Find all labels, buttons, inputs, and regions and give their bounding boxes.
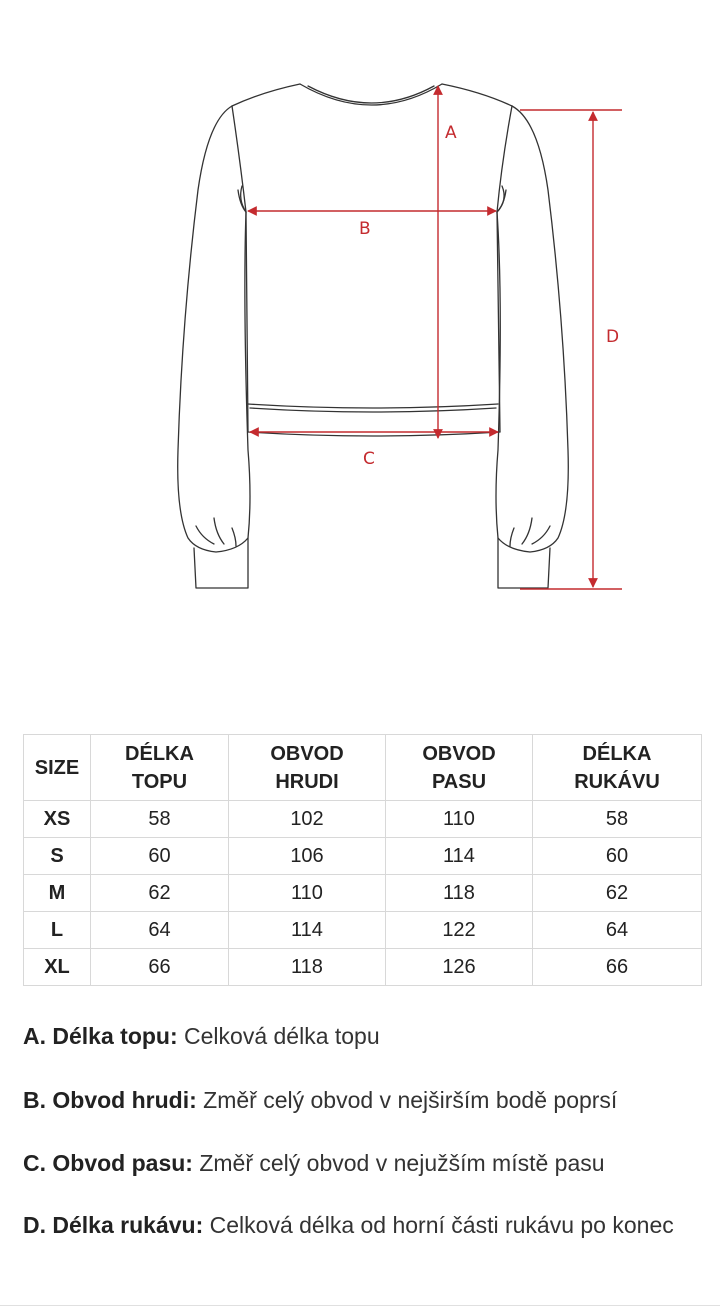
header-obvod-pasu: OBVOD PASU [386,735,533,801]
label-a: A [445,123,457,143]
header-size: SIZE [24,735,91,801]
divider [0,1305,720,1306]
size-cell: M [24,875,91,912]
table-cell: 64 [91,912,229,949]
table-cell: 122 [386,912,533,949]
table-cell: 126 [386,949,533,986]
legend-item-a [23,1016,703,1056]
table-cell: 114 [229,912,386,949]
table-row [24,801,702,838]
table-row [24,838,702,875]
table-cell: 118 [386,875,533,912]
table-cell: 62 [91,875,229,912]
legend-item-b [23,1080,703,1120]
legend-term: B. Obvod hrudi: [23,1087,197,1113]
garment-outline [178,84,569,588]
legend-term: C. Obvod pasu: [23,1150,193,1176]
label-d: D [606,327,620,347]
label-c: C [363,449,375,469]
legend-term: D. Délka rukávu: [23,1212,204,1238]
table-header-row [24,735,702,801]
legend-item-c [23,1143,703,1183]
size-cell: L [24,912,91,949]
table-cell: 66 [533,949,702,986]
size-cell: XL [24,949,91,986]
table-cell: 110 [386,801,533,838]
header-delka-topu: DÉLKA TOPU [91,735,229,801]
table-cell: 62 [533,875,702,912]
size-cell: S [24,838,91,875]
table-cell: 102 [229,801,386,838]
label-b: B [359,219,371,239]
legend-desc: Celková délka od horní části rukávu po konec [203,1212,674,1238]
table-cell: 64 [533,912,702,949]
neckline [300,84,442,105]
table-cell: 60 [533,838,702,875]
table-cell: 106 [229,838,386,875]
legend-term: A. Délka topu: [23,1023,178,1049]
table-cell: 58 [91,801,229,838]
legend-desc: Změř celý obvod v nejširším bodě poprsí [196,1087,618,1113]
table-cell: 66 [91,949,229,986]
table-cell: 110 [229,875,386,912]
right-sleeve [496,106,568,552]
hem-band [248,404,498,408]
measurement-lines [248,86,622,589]
legend-desc: Změř celý obvod v nejužším místě pasu [192,1150,605,1176]
table-cell: 118 [229,949,386,986]
table-cell: 114 [386,838,533,875]
table-row [24,949,702,986]
legend-item-d [23,1205,703,1245]
size-table [23,734,702,986]
table-cell: 60 [91,838,229,875]
table-row [24,912,702,949]
size-cell: XS [24,801,91,838]
table-row [24,875,702,912]
left-sleeve [178,106,250,552]
header-obvod-hrudi: OBVOD HRUDI [229,735,386,801]
legend-desc: Celková délka topu [177,1023,380,1049]
table-cell: 58 [533,801,702,838]
header-delka-rukavu: DÉLKA RUKÁVU [533,735,702,801]
